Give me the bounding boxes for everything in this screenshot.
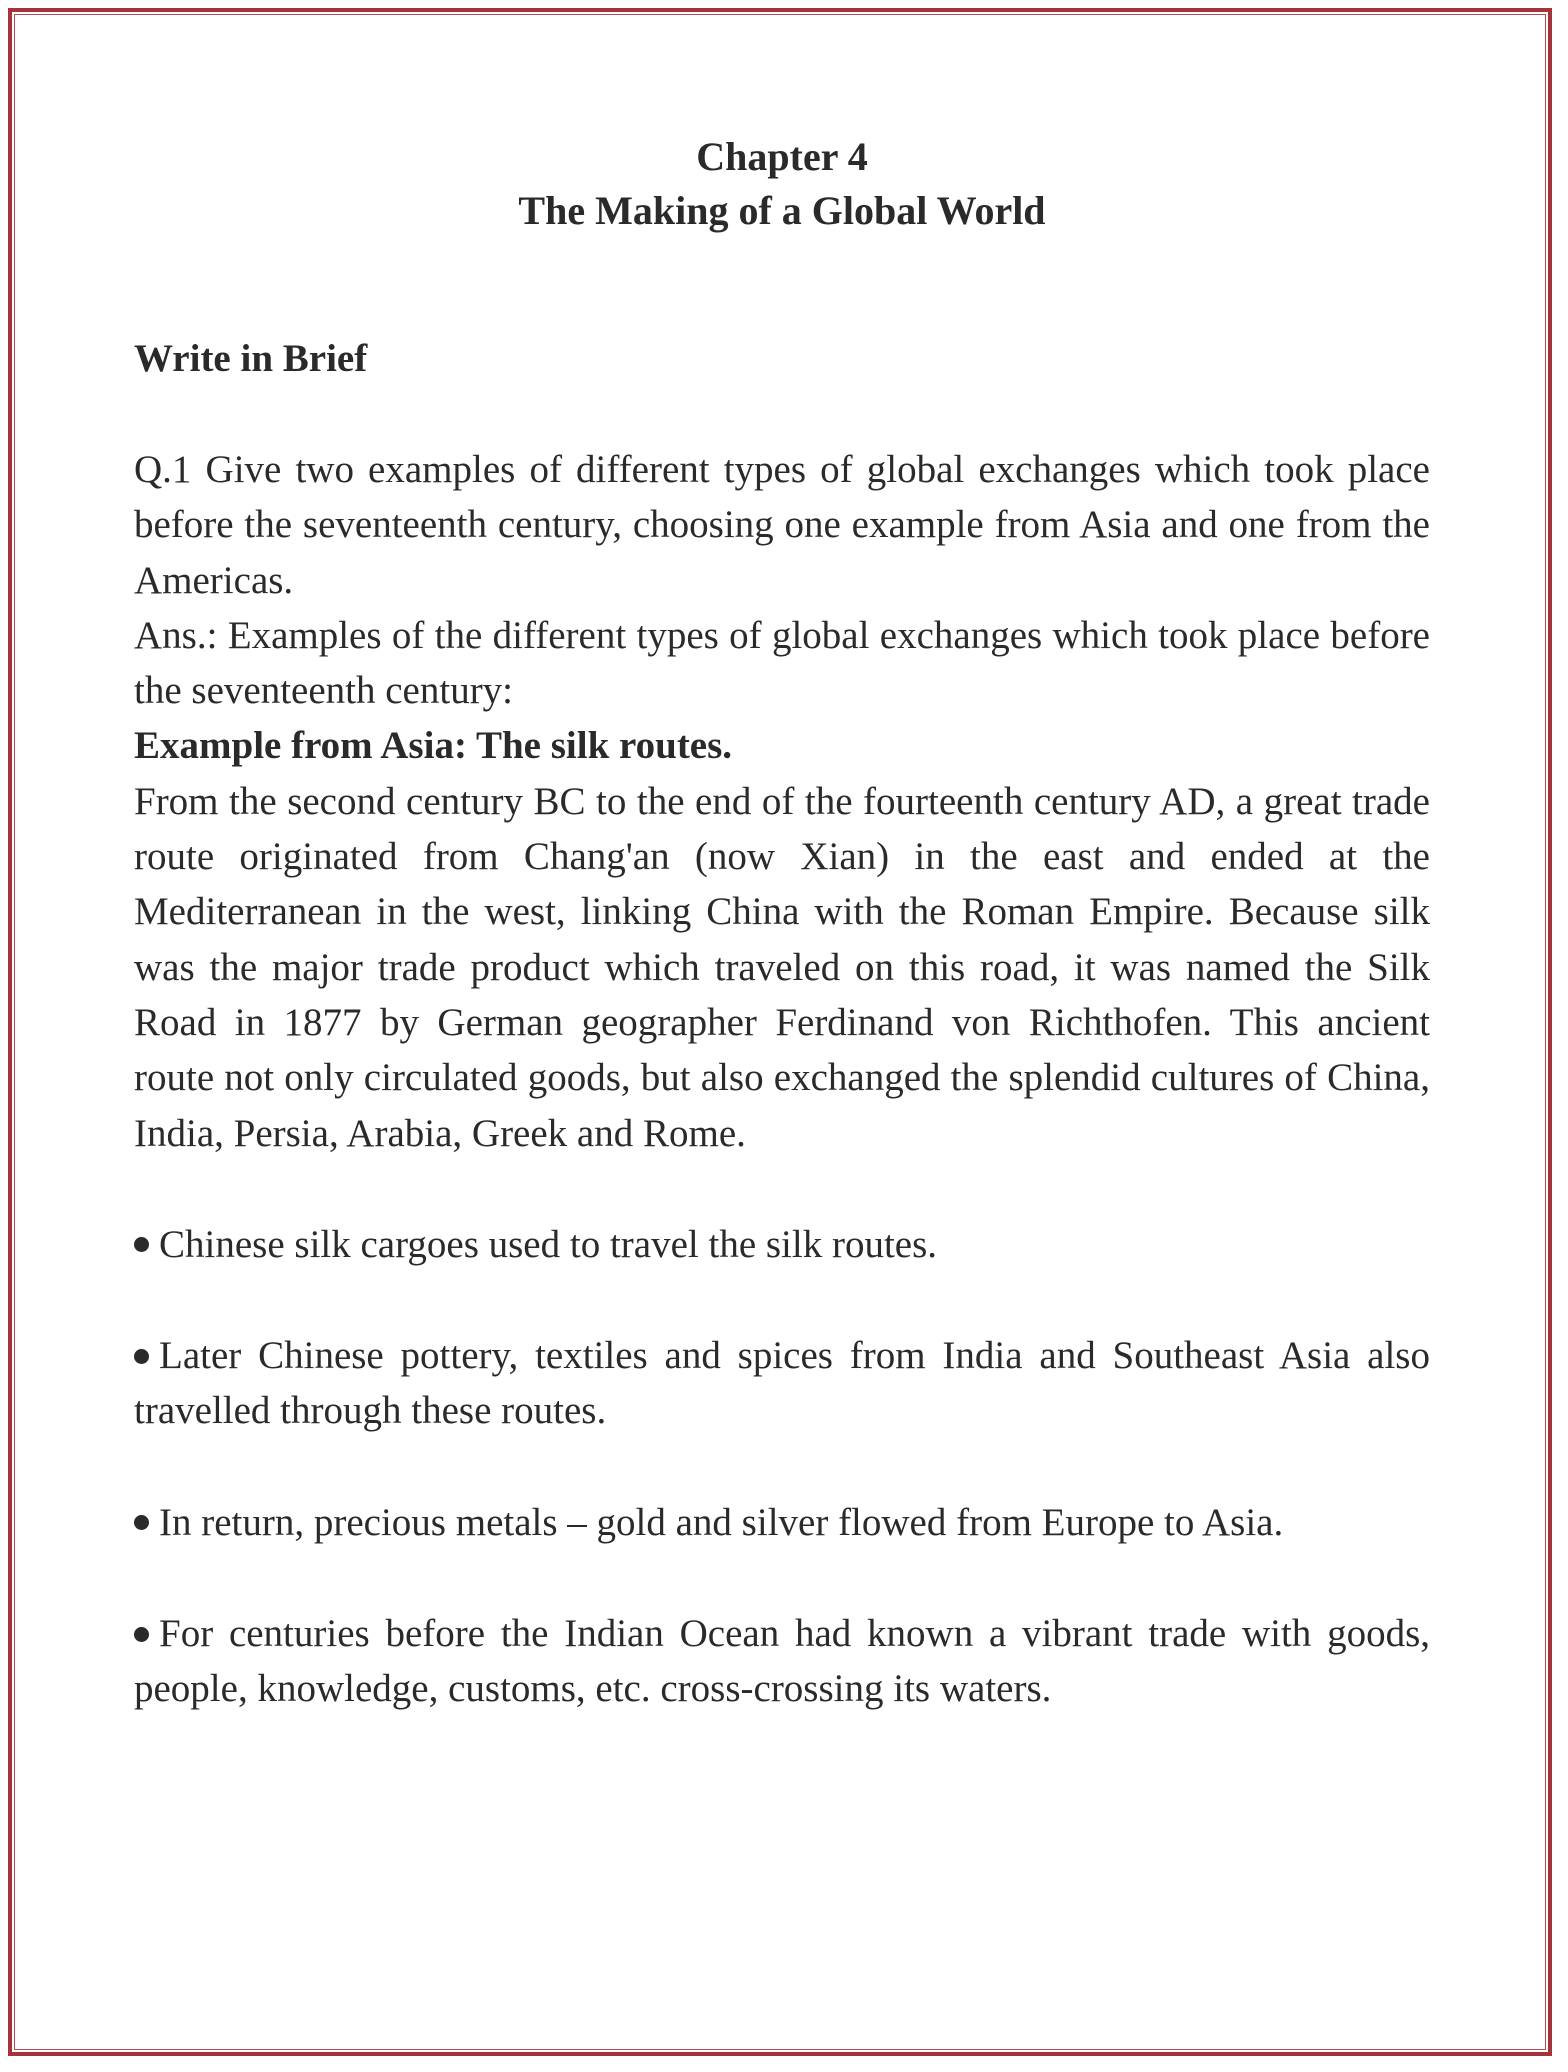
bullet-item <box>134 1495 1430 1550</box>
bullet-text: Chinese silk cargoes used to travel the silk routes. <box>159 1222 938 1266</box>
page-content <box>134 130 1430 1717</box>
bullet-icon <box>134 1627 149 1642</box>
question-text: Q.1 Give two examples of different types of global exchanges which took place before the seventeenth century, choosing one example from Asia and one from the Americas. <box>134 448 1430 602</box>
example-paragraph: From the second century BC to the end of the fourteenth century AD, a great trade route originated from Chang'an (now Xian) in the east and ended at the Mediterranean in the west, linking China with the Roman Empire. Because silk was the major trade product which traveled on this road, it was named the Silk Road in 1877 by German geographer Ferdinand von Richthofen. This ancient route not only circulated goods, but also exchanged the splendid cultures of China, India, Persia, Arabia, Greek and Rome. <box>134 779 1430 1155</box>
example-heading: Example from Asia: The silk routes. <box>134 724 733 768</box>
bullet-item <box>134 1328 1430 1439</box>
chapter-number: Chapter 4 <box>696 134 868 179</box>
bullet-item <box>134 1217 1430 1272</box>
bullet-item <box>134 1606 1430 1717</box>
bullet-icon <box>134 1515 149 1530</box>
bullet-text: Later Chinese pottery, textiles and spices from India and Southeast Asia also travelled through these routes. <box>134 1334 1430 1433</box>
bullet-icon <box>134 1349 149 1364</box>
bullet-icon <box>134 1237 149 1252</box>
section-heading: Write in Brief <box>134 337 368 380</box>
chapter-title: The Making of a Global World <box>518 188 1046 233</box>
bullet-text: For centuries before the Indian Ocean had known a vibrant trade with goods, people, knowledge, customs, etc. cross-crossing its waters. <box>134 1612 1430 1711</box>
answer-intro: Ans.: Examples of the different types of global exchanges which took place before the seventeenth century: <box>134 613 1430 713</box>
bullet-text: In return, precious metals – gold and silver flowed from Europe to Asia. <box>159 1500 1284 1544</box>
